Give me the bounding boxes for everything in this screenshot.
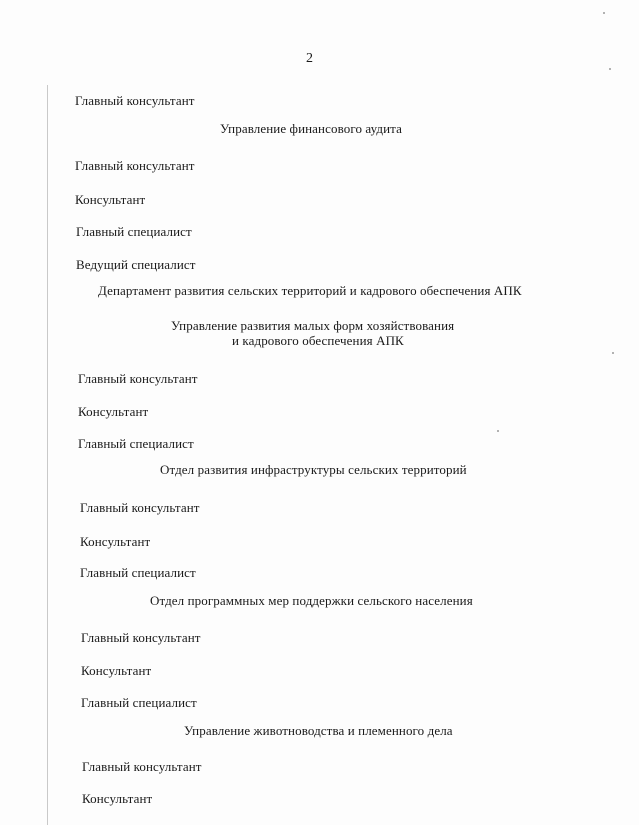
section-heading: Управление развития малых форм хозяйствования xyxy=(171,318,455,333)
position-title: Консультант xyxy=(75,192,146,207)
position-title: Главный специалист xyxy=(76,224,192,239)
position-title: Главный консультант xyxy=(75,93,195,108)
scan-speck xyxy=(497,430,499,432)
section-heading: Управление финансового аудита xyxy=(220,121,402,136)
position-title: Консультант xyxy=(82,791,153,806)
department-heading: Департамент развития сельских территорий и кадрового обеспечения АПК xyxy=(98,283,522,298)
left-margin-line xyxy=(47,85,48,825)
scan-speck xyxy=(603,12,605,14)
position-title: Главный консультант xyxy=(81,630,201,645)
page-number: 2 xyxy=(306,51,313,66)
section-heading: Отдел развития инфраструктуры сельских территорий xyxy=(160,462,467,477)
position-title: Главный консультант xyxy=(78,371,198,386)
position-title: Главный специалист xyxy=(81,695,197,710)
position-title: Ведущий специалист xyxy=(76,257,196,272)
position-title: Главный консультант xyxy=(82,759,202,774)
position-title: Главный специалист xyxy=(80,565,196,580)
position-title: Консультант xyxy=(81,663,152,678)
position-title: Консультант xyxy=(78,404,149,419)
scan-speck xyxy=(612,352,614,354)
position-title: Консультант xyxy=(80,534,151,549)
section-heading: Управление животноводства и племенного дела xyxy=(184,723,453,738)
scan-speck xyxy=(609,68,611,70)
position-title: Главный консультант xyxy=(80,500,200,515)
position-title: Главный консультант xyxy=(75,158,195,173)
section-heading-continuation: и кадрового обеспечения АПК xyxy=(232,333,404,348)
section-heading: Отдел программных мер поддержки сельского населения xyxy=(150,593,473,608)
position-title: Главный специалист xyxy=(78,436,194,451)
